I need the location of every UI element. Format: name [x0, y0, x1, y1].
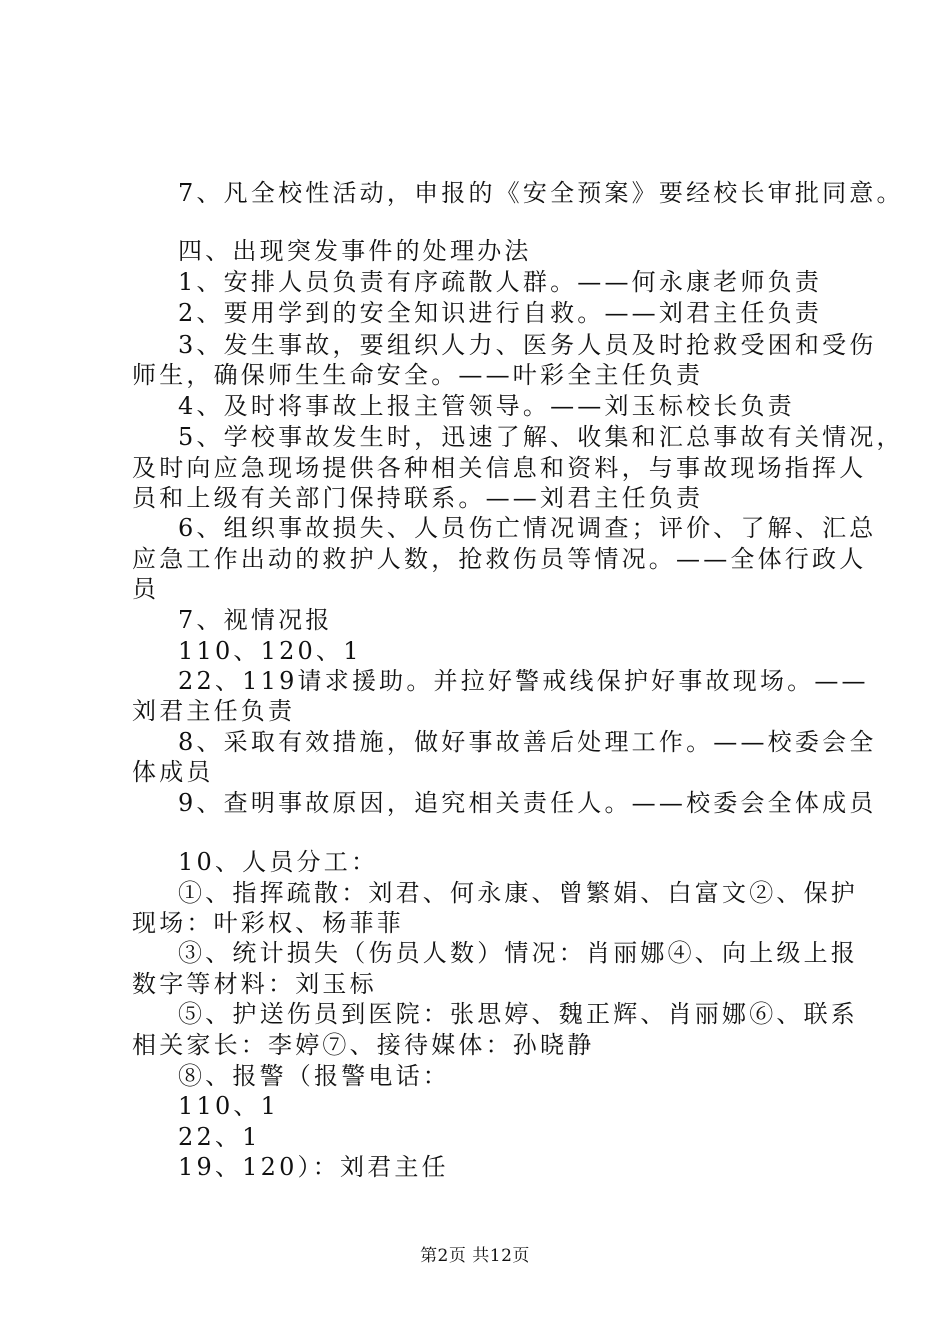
text-line: 1、安排人员负责有序疏散人群。——何永康老师负责	[178, 268, 823, 296]
text-line: 相关家长：李婷⑦、接待媒体：孙晓静	[132, 1031, 595, 1059]
text-line: 19、120）：刘君主任	[178, 1153, 449, 1181]
text-line: 应急工作出动的救护人数，抢救伤员等情况。——全体行政人	[132, 545, 867, 573]
text-line: 6、组织事故损失、人员伤亡情况调查；评价、了解、汇总	[178, 514, 877, 542]
text-line: 员	[132, 575, 160, 603]
section-heading: 四、出现突发事件的处理办法	[178, 237, 532, 265]
text-line: 110、120、1	[178, 637, 362, 665]
text-line: 7、凡全校性活动，申报的《安全预案》要经校长审批同意。	[178, 179, 904, 207]
text-line: 及时向应急现场提供各种相关信息和资料，与事故现场指挥人	[132, 454, 867, 482]
text-line: 8、采取有效措施，做好事故善后处理工作。——校委会全	[178, 728, 877, 756]
text-line: ①、指挥疏散：刘君、何永康、曾繁娟、白富文②、保护	[178, 879, 858, 907]
text-line: 5、学校事故发生时，迅速了解、收集和汇总事故有关情况，	[178, 423, 904, 451]
text-line: ⑤、护送伤员到医院：张思婷、魏正辉、肖丽娜⑥、联系	[178, 1000, 858, 1028]
text-line: 师生，确保师生生命安全。——叶彩全主任负责	[132, 361, 704, 389]
text-line: 10、人员分工：	[178, 848, 379, 876]
text-line: 刘君主任负责	[132, 697, 296, 725]
text-line: 22、1	[178, 1123, 261, 1151]
text-line: 体成员	[132, 758, 214, 786]
text-line: 2、要用学到的安全知识进行自救。——刘君主任负责	[178, 299, 823, 327]
text-line: 3、发生事故，要组织人力、医务人员及时抢救受困和受伤	[178, 331, 877, 359]
text-line: 110、1	[178, 1092, 280, 1120]
text-line: ⑧、报警（报警电话：	[178, 1062, 450, 1090]
text-line: 7、视情况报	[178, 606, 333, 634]
text-line: 数字等材料：刘玉标	[132, 970, 377, 998]
text-line: 员和上级有关部门保持联系。——刘君主任负责	[132, 484, 704, 512]
page-number-footer: 第2页 共12页	[420, 1246, 530, 1266]
text-line: 9、查明事故原因，追究相关责任人。——校委会全体成员	[178, 789, 877, 817]
text-line: 现场：叶彩权、杨菲菲	[132, 909, 404, 937]
text-line: ③、统计损失（伤员人数）情况：肖丽娜④、向上级上报	[178, 939, 858, 967]
text-line: 22、119请求援助。并拉好警戒线保护好事故现场。——	[178, 667, 869, 695]
text-line: 4、及时将事故上报主管领导。——刘玉标校长负责	[178, 392, 795, 420]
